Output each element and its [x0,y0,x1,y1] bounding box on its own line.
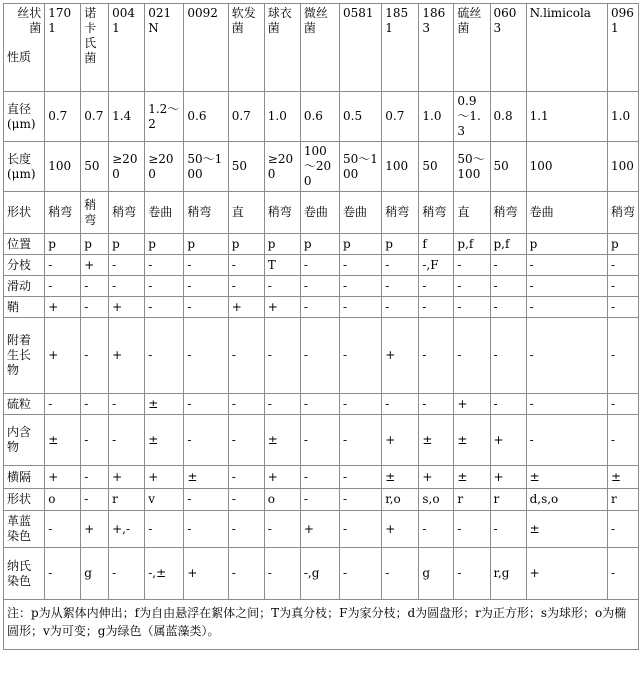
table-row [4,394,639,415]
table-cell: -,F [419,255,454,276]
table-cell: -,g [300,548,339,600]
bacteria-characteristics-sheet [3,3,639,685]
row-label: 内含物 [4,415,45,466]
table-cell: - [81,297,109,318]
row-label: 形状 [4,192,45,234]
table-cell: - [490,318,526,394]
table-cell: - [490,394,526,415]
table-cell: f [419,234,454,255]
table-cell: ± [608,466,639,489]
table-cell: - [184,318,228,394]
table-cell: - [45,394,81,415]
corner-label-bacteria: 丝状菌 [17,6,42,35]
table-cell: p [184,234,228,255]
table-cell: 0.7 [382,92,419,142]
column-header: 0581 [340,4,382,92]
table-row [4,415,639,466]
table-cell: +,- [109,511,145,548]
table-cell: - [45,548,81,600]
table-cell: - [264,318,300,394]
table-cell: - [184,297,228,318]
row-label: 横隔 [4,466,45,489]
table-cell: - [81,466,109,489]
table-cell: - [526,415,607,466]
table-cell: o [264,489,300,511]
table-cell: - [490,297,526,318]
table-cell: - [419,318,454,394]
table-cell: 100 [382,142,419,192]
table-cell: r [490,489,526,511]
table-cell: - [490,255,526,276]
table-cell: 0.7 [81,92,109,142]
table-cell: - [145,276,184,297]
column-header: 硫丝菌 [454,4,490,92]
table-cell: - [184,489,228,511]
table-cell: - [81,415,109,466]
table-cell: - [608,511,639,548]
table-cell: r [109,489,145,511]
table-cell: + [184,548,228,600]
table-cell: - [300,318,339,394]
table-cell: - [81,394,109,415]
table-cell: - [264,548,300,600]
table-cell: p [382,234,419,255]
table-cell: - [454,276,490,297]
table-cell: 0.8 [490,92,526,142]
column-header: 球衣菌 [264,4,300,92]
table-cell: 卷曲 [300,192,339,234]
table-cell: - [340,489,382,511]
table-cell: - [145,511,184,548]
table-cell: v [145,489,184,511]
table-cell: + [109,297,145,318]
table-cell: - [264,276,300,297]
table-cell: - [340,466,382,489]
table-cell: p [228,234,264,255]
table-row [4,297,639,318]
table-cell: - [340,511,382,548]
table-cell: - [340,297,382,318]
table-cell: + [490,415,526,466]
table-cell: o [45,489,81,511]
table-row [4,255,639,276]
table-row [4,511,639,548]
table-cell: 100 [526,142,607,192]
table-cell: - [184,394,228,415]
table-cell: ± [454,466,490,489]
table-cell: + [300,511,339,548]
table-cell: 0.9～1.3 [454,92,490,142]
table-cell: ± [526,466,607,489]
table-cell: 50～100 [340,142,382,192]
header-row [4,4,639,92]
column-header: 0041 [109,4,145,92]
table-cell: - [228,489,264,511]
table-cell: - [340,276,382,297]
corner-label-property: 性质 [7,50,32,64]
table-cell: p [608,234,639,255]
table-cell: - [526,394,607,415]
table-cell: - [300,255,339,276]
table-cell: - [300,415,339,466]
table-cell: - [608,255,639,276]
table-cell: - [228,466,264,489]
table-cell: r,g [490,548,526,600]
table-cell: + [45,297,81,318]
table-cell: 稍弯 [81,192,109,234]
table-cell: r [608,489,639,511]
table-cell: - [382,394,419,415]
table-footnote: 注：p为从絮体内伸出；f为自由悬浮在絮体之间；T为真分枝；F为家分枝；d为圆盘形；r为正方形；s为球形；o为椭圆形；v为可变；g为绿色（属蓝藻类）。 [3,600,639,650]
table-cell: ± [382,466,419,489]
table-cell: + [81,255,109,276]
table-cell: 0.6 [300,92,339,142]
table-cell: - [419,297,454,318]
table-cell: - [109,276,145,297]
column-header: 021N [145,4,184,92]
table-cell: r,o [382,489,419,511]
table-cell: - [490,511,526,548]
row-label: 滑动 [4,276,45,297]
table-cell: + [45,466,81,489]
table-cell: + [382,318,419,394]
table-cell: p [340,234,382,255]
table-cell: 稍弯 [608,192,639,234]
table-cell: ≥200 [145,142,184,192]
table-cell: - [81,318,109,394]
table-cell: 100 [45,142,81,192]
table-cell: + [382,511,419,548]
table-cell: + [419,466,454,489]
table-cell: ± [184,466,228,489]
row-label: 硫粒 [4,394,45,415]
table-cell: r [454,489,490,511]
corner-cell [4,4,45,92]
table-row [4,466,639,489]
column-header: 诺卡氏菌 [81,4,109,92]
table-cell: 稍弯 [264,192,300,234]
table-cell: - [145,297,184,318]
table-cell: + [81,511,109,548]
table-cell: + [264,297,300,318]
table-cell: - [300,466,339,489]
table-cell: 直 [228,192,264,234]
column-header: 微丝菌 [300,4,339,92]
table-cell: + [45,318,81,394]
table-cell: - [526,255,607,276]
table-cell: p [300,234,339,255]
table-cell: + [454,394,490,415]
table-cell: - [145,318,184,394]
table-row [4,234,639,255]
table-cell: 直 [454,192,490,234]
table-cell: 稍弯 [109,192,145,234]
table-cell: g [81,548,109,600]
table-cell: 50 [419,142,454,192]
table-cell: 1.0 [608,92,639,142]
table-cell: - [45,276,81,297]
table-cell: - [382,276,419,297]
table-cell: - [109,394,145,415]
row-label: 鞘 [4,297,45,318]
table-cell: - [382,548,419,600]
table-cell: ≥200 [109,142,145,192]
table-cell: 100～200 [300,142,339,192]
table-cell: p [45,234,81,255]
table-cell: p,f [490,234,526,255]
table-cell: - [300,276,339,297]
table-cell: s,o [419,489,454,511]
table-cell: 50 [81,142,109,192]
table-cell: 0.7 [228,92,264,142]
row-label: 长度(μm) [4,142,45,192]
table-cell: - [608,318,639,394]
table-cell: ± [454,415,490,466]
table-cell: + [145,466,184,489]
table-cell: - [45,511,81,548]
table-cell: - [228,394,264,415]
table-cell: - [228,318,264,394]
column-header: 1863 [419,4,454,92]
table-row [4,142,639,192]
table-cell: - [608,415,639,466]
table-cell: 1.1 [526,92,607,142]
table-cell: g [419,548,454,600]
table-cell: 1.0 [264,92,300,142]
table-cell: + [490,466,526,489]
table-cell: - [300,489,339,511]
table-cell: + [109,318,145,394]
table-cell: 0.6 [184,92,228,142]
table-cell: ± [526,511,607,548]
row-label: 位置 [4,234,45,255]
table-cell: - [340,394,382,415]
table-cell: + [109,466,145,489]
table-row [4,548,639,600]
table-cell: - [526,297,607,318]
column-header: 1701 [45,4,81,92]
table-cell: - [419,511,454,548]
row-label: 分枝 [4,255,45,276]
table-cell: - [340,255,382,276]
table-row [4,192,639,234]
table-cell: p [526,234,607,255]
table-cell: 1.0 [419,92,454,142]
table-cell: - [340,548,382,600]
table-cell: 50～100 [184,142,228,192]
table-cell: - [526,318,607,394]
table-row [4,92,639,142]
table-cell: p,f [454,234,490,255]
table-cell: - [81,489,109,511]
table-cell: ≥200 [264,142,300,192]
table-cell: - [184,511,228,548]
table-cell: - [228,276,264,297]
table-cell: - [454,318,490,394]
table-cell: ± [145,415,184,466]
row-label: 形状 [4,489,45,511]
table-cell: + [264,466,300,489]
table-cell: - [109,255,145,276]
table-cell: - [228,255,264,276]
table-cell: - [145,255,184,276]
table-cell: 1.2～2 [145,92,184,142]
table-cell: + [228,297,264,318]
row-label: 直径(μm) [4,92,45,142]
column-header: N.limicola [526,4,607,92]
column-header: 软发菌 [228,4,264,92]
column-header: 0603 [490,4,526,92]
table-cell: p [145,234,184,255]
row-label: 革蓝染色 [4,511,45,548]
table-cell: - [608,394,639,415]
table-cell: 卷曲 [145,192,184,234]
filamentous-bacteria-table [3,3,639,600]
table-cell: ± [264,415,300,466]
table-cell: - [228,548,264,600]
table-row [4,318,639,394]
table-cell: 100 [608,142,639,192]
table-cell: 卷曲 [340,192,382,234]
table-row [4,276,639,297]
table-cell: ± [45,415,81,466]
table-cell: - [109,415,145,466]
table-cell: - [608,548,639,600]
table-cell: - [454,511,490,548]
column-header: 0961 [608,4,639,92]
table-cell: - [608,297,639,318]
table-cell: ± [145,394,184,415]
table-cell: - [419,394,454,415]
table-row [4,489,639,511]
table-cell: - [382,255,419,276]
table-cell: - [45,255,81,276]
table-cell: - [419,276,454,297]
table-cell: 0.7 [45,92,81,142]
table-cell: p [109,234,145,255]
table-cell: - [490,276,526,297]
table-cell: - [264,511,300,548]
table-cell: + [382,415,419,466]
table-cell: - [526,276,607,297]
table-cell: - [109,548,145,600]
table-cell: - [454,255,490,276]
column-header: 0092 [184,4,228,92]
table-cell: -,± [145,548,184,600]
table-cell: 稍弯 [382,192,419,234]
table-cell: - [81,276,109,297]
table-cell: 卷曲 [526,192,607,234]
table-cell: 0.5 [340,92,382,142]
table-cell: - [340,318,382,394]
table-cell: - [184,255,228,276]
table-cell: - [340,415,382,466]
table-cell: 50～100 [454,142,490,192]
table-cell: 50 [490,142,526,192]
table-cell: - [228,415,264,466]
row-label: 附着生长物 [4,318,45,394]
table-cell: 稍弯 [419,192,454,234]
column-header: 1851 [382,4,419,92]
table-cell: - [184,415,228,466]
table-cell: - [228,511,264,548]
table-cell: 1.4 [109,92,145,142]
table-cell: d,s,o [526,489,607,511]
table-cell: - [184,276,228,297]
table-cell: + [526,548,607,600]
table-cell: 稍弯 [45,192,81,234]
table-cell: - [382,297,419,318]
table-cell: p [81,234,109,255]
table-cell: - [454,297,490,318]
table-cell: 50 [228,142,264,192]
table-cell: - [454,548,490,600]
table-cell: 稍弯 [490,192,526,234]
row-label: 纳氏染色 [4,548,45,600]
table-cell: p [264,234,300,255]
table-cell: - [264,394,300,415]
table-cell: 稍弯 [184,192,228,234]
table-cell: - [608,276,639,297]
table-cell: - [300,297,339,318]
table-cell: T [264,255,300,276]
table-cell: ± [419,415,454,466]
table-cell: - [300,394,339,415]
